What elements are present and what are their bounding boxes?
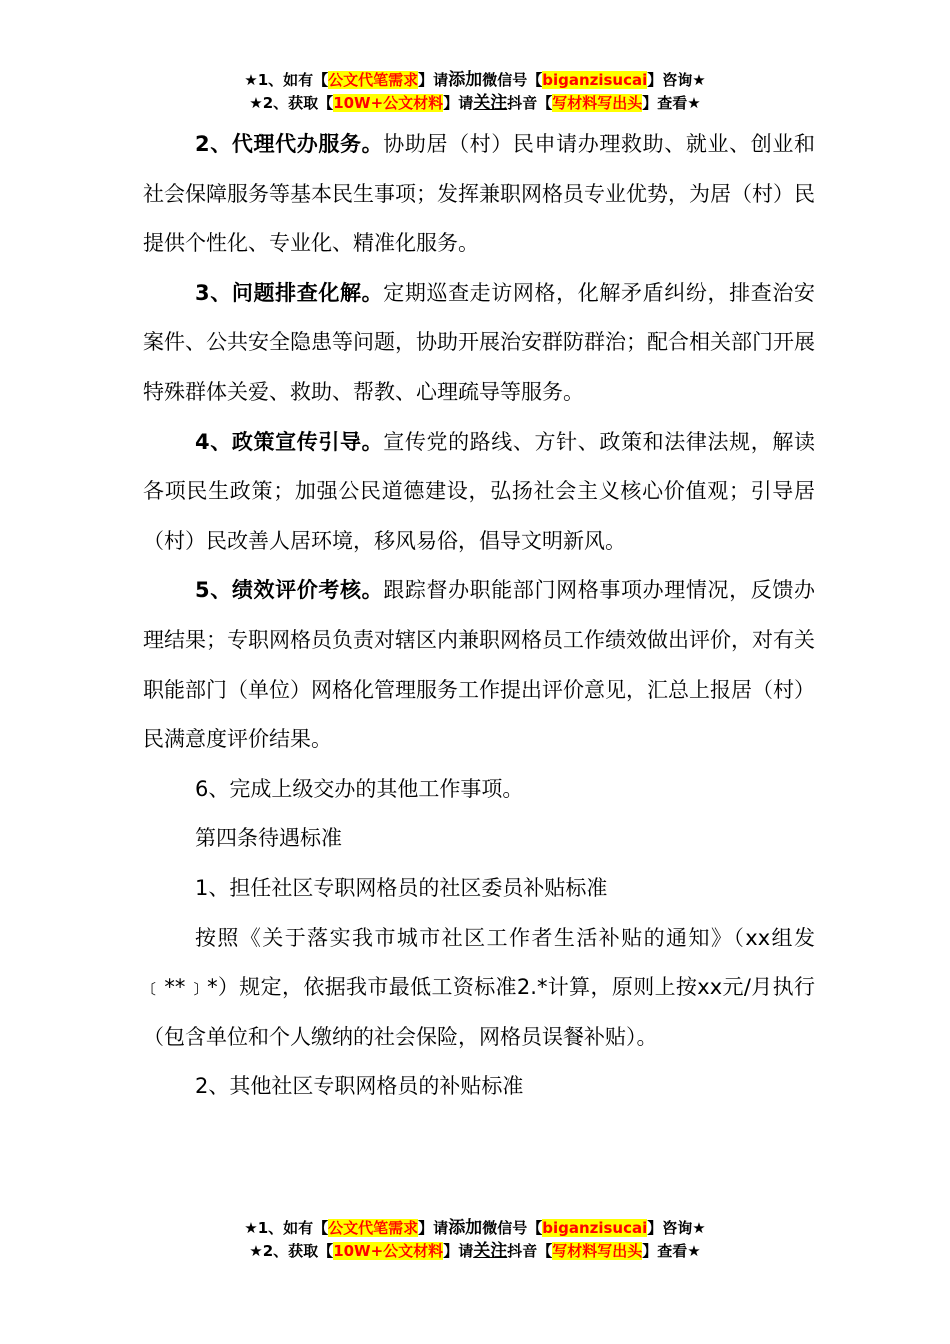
banner-emphasis: 关注	[473, 93, 508, 113]
paragraph-heading: 2、代理代办服务。	[195, 132, 384, 156]
banner-text: ★2、获取【	[249, 94, 334, 112]
paragraph	[143, 864, 815, 914]
paragraph	[143, 418, 815, 567]
banner-highlight: 10W+公文材料	[333, 94, 444, 112]
banner-text: 抖音【	[507, 1242, 553, 1260]
paragraph-heading: 5、绩效评价考核。	[195, 578, 384, 603]
banner-highlight: 公文代笔需求	[328, 1219, 419, 1237]
banner-text: ★1、如有【	[244, 1219, 329, 1237]
banner-text: 】咨询★	[647, 1219, 706, 1237]
banner-text: ★1、如有【	[244, 71, 329, 89]
banner-text: 】请	[418, 71, 449, 89]
paragraph	[143, 566, 815, 764]
paragraph-text: 宣传党的路线、方针、政策和法律法规，解读各项民生政策；加强公民道德建设，弘扬社会主义核心价值观；引导居（村）民改善人居环境，移风易俗，倡导文明新风。	[143, 429, 815, 553]
banner-highlight: 写材料写出头	[552, 94, 643, 112]
paragraph-text: 跟踪督办职能部门网格事项办理情况，反馈办理结果；专职网格员负责对辖区内兼职网格员工作绩效做出评价，对有关职能部门（单位）网格化管理服务工作提出评价意见，汇总上报居（村）民满意度评价结果。	[143, 578, 815, 752]
banner-text: 微信号【	[482, 71, 543, 89]
paragraph-text: 6、完成上级交办的其他工作事项。	[195, 776, 524, 801]
paragraph-text: 第四条待遇标准	[195, 826, 342, 851]
paragraph-heading: 4、政策宣传引导。	[195, 429, 384, 454]
banner-highlight: biganzisucai	[542, 71, 648, 89]
document-body	[143, 120, 815, 1112]
banner-text: 】请	[443, 94, 474, 112]
banner-line-2	[0, 92, 950, 115]
paragraph	[143, 120, 815, 269]
paragraph	[143, 765, 815, 815]
banner-text: 微信号【	[482, 1219, 543, 1237]
paragraph	[143, 269, 815, 418]
banner-highlight: biganzisucai	[542, 1219, 648, 1237]
banner-emphasis: 添加	[448, 1218, 483, 1238]
footer-banner	[0, 1217, 950, 1263]
banner-line-2	[0, 1240, 950, 1263]
header-banner	[0, 69, 950, 115]
banner-text: 抖音【	[507, 94, 553, 112]
paragraph-text: 协助居（村）民申请办理救助、就业、创业和社会保障服务等基本民生事项；发挥兼职网格员专业优势，为居（村）民提供个性化、专业化、精准化服务。	[143, 132, 815, 256]
banner-emphasis: 关注	[473, 1241, 508, 1261]
banner-highlight: 10W+公文材料	[333, 1242, 444, 1260]
banner-highlight: 写材料写出头	[552, 1242, 643, 1260]
paragraph	[143, 1062, 815, 1112]
banner-text: ★2、获取【	[249, 1242, 334, 1260]
paragraph-text: 按照《关于落实我市城市社区工作者生活补贴的通知》（xx组发﹝**﹞*）规定，依据我市最低工资标准2.*计算，原则上按xx元/月执行（包含单位和个人缴纳的社会保险，网格员误餐补贴）。	[143, 925, 815, 1049]
section-heading	[143, 814, 815, 864]
banner-text: 】查看★	[642, 94, 701, 112]
banner-text: 】咨询★	[647, 71, 706, 89]
banner-highlight: 公文代笔需求	[328, 71, 419, 89]
paragraph-heading: 3、问题排查化解。	[195, 280, 384, 305]
banner-line-1	[0, 69, 950, 92]
paragraph-text: 定期巡查走访网格，化解矛盾纠纷，排查治安案件、公共安全隐患等问题，协助开展治安群防群治；配合相关部门开展特殊群体关爱、救助、帮教、心理疏导等服务。	[143, 280, 815, 404]
banner-text: 】查看★	[642, 1242, 701, 1260]
banner-emphasis: 添加	[448, 70, 483, 90]
paragraph-text: 1、担任社区专职网格员的社区委员补贴标准	[195, 875, 608, 900]
banner-text: 】请	[443, 1242, 474, 1260]
banner-text: 】请	[418, 1219, 449, 1237]
banner-line-1	[0, 1217, 950, 1240]
paragraph	[143, 914, 815, 1063]
paragraph-text: 2、其他社区专职网格员的补贴标准	[195, 1074, 524, 1099]
